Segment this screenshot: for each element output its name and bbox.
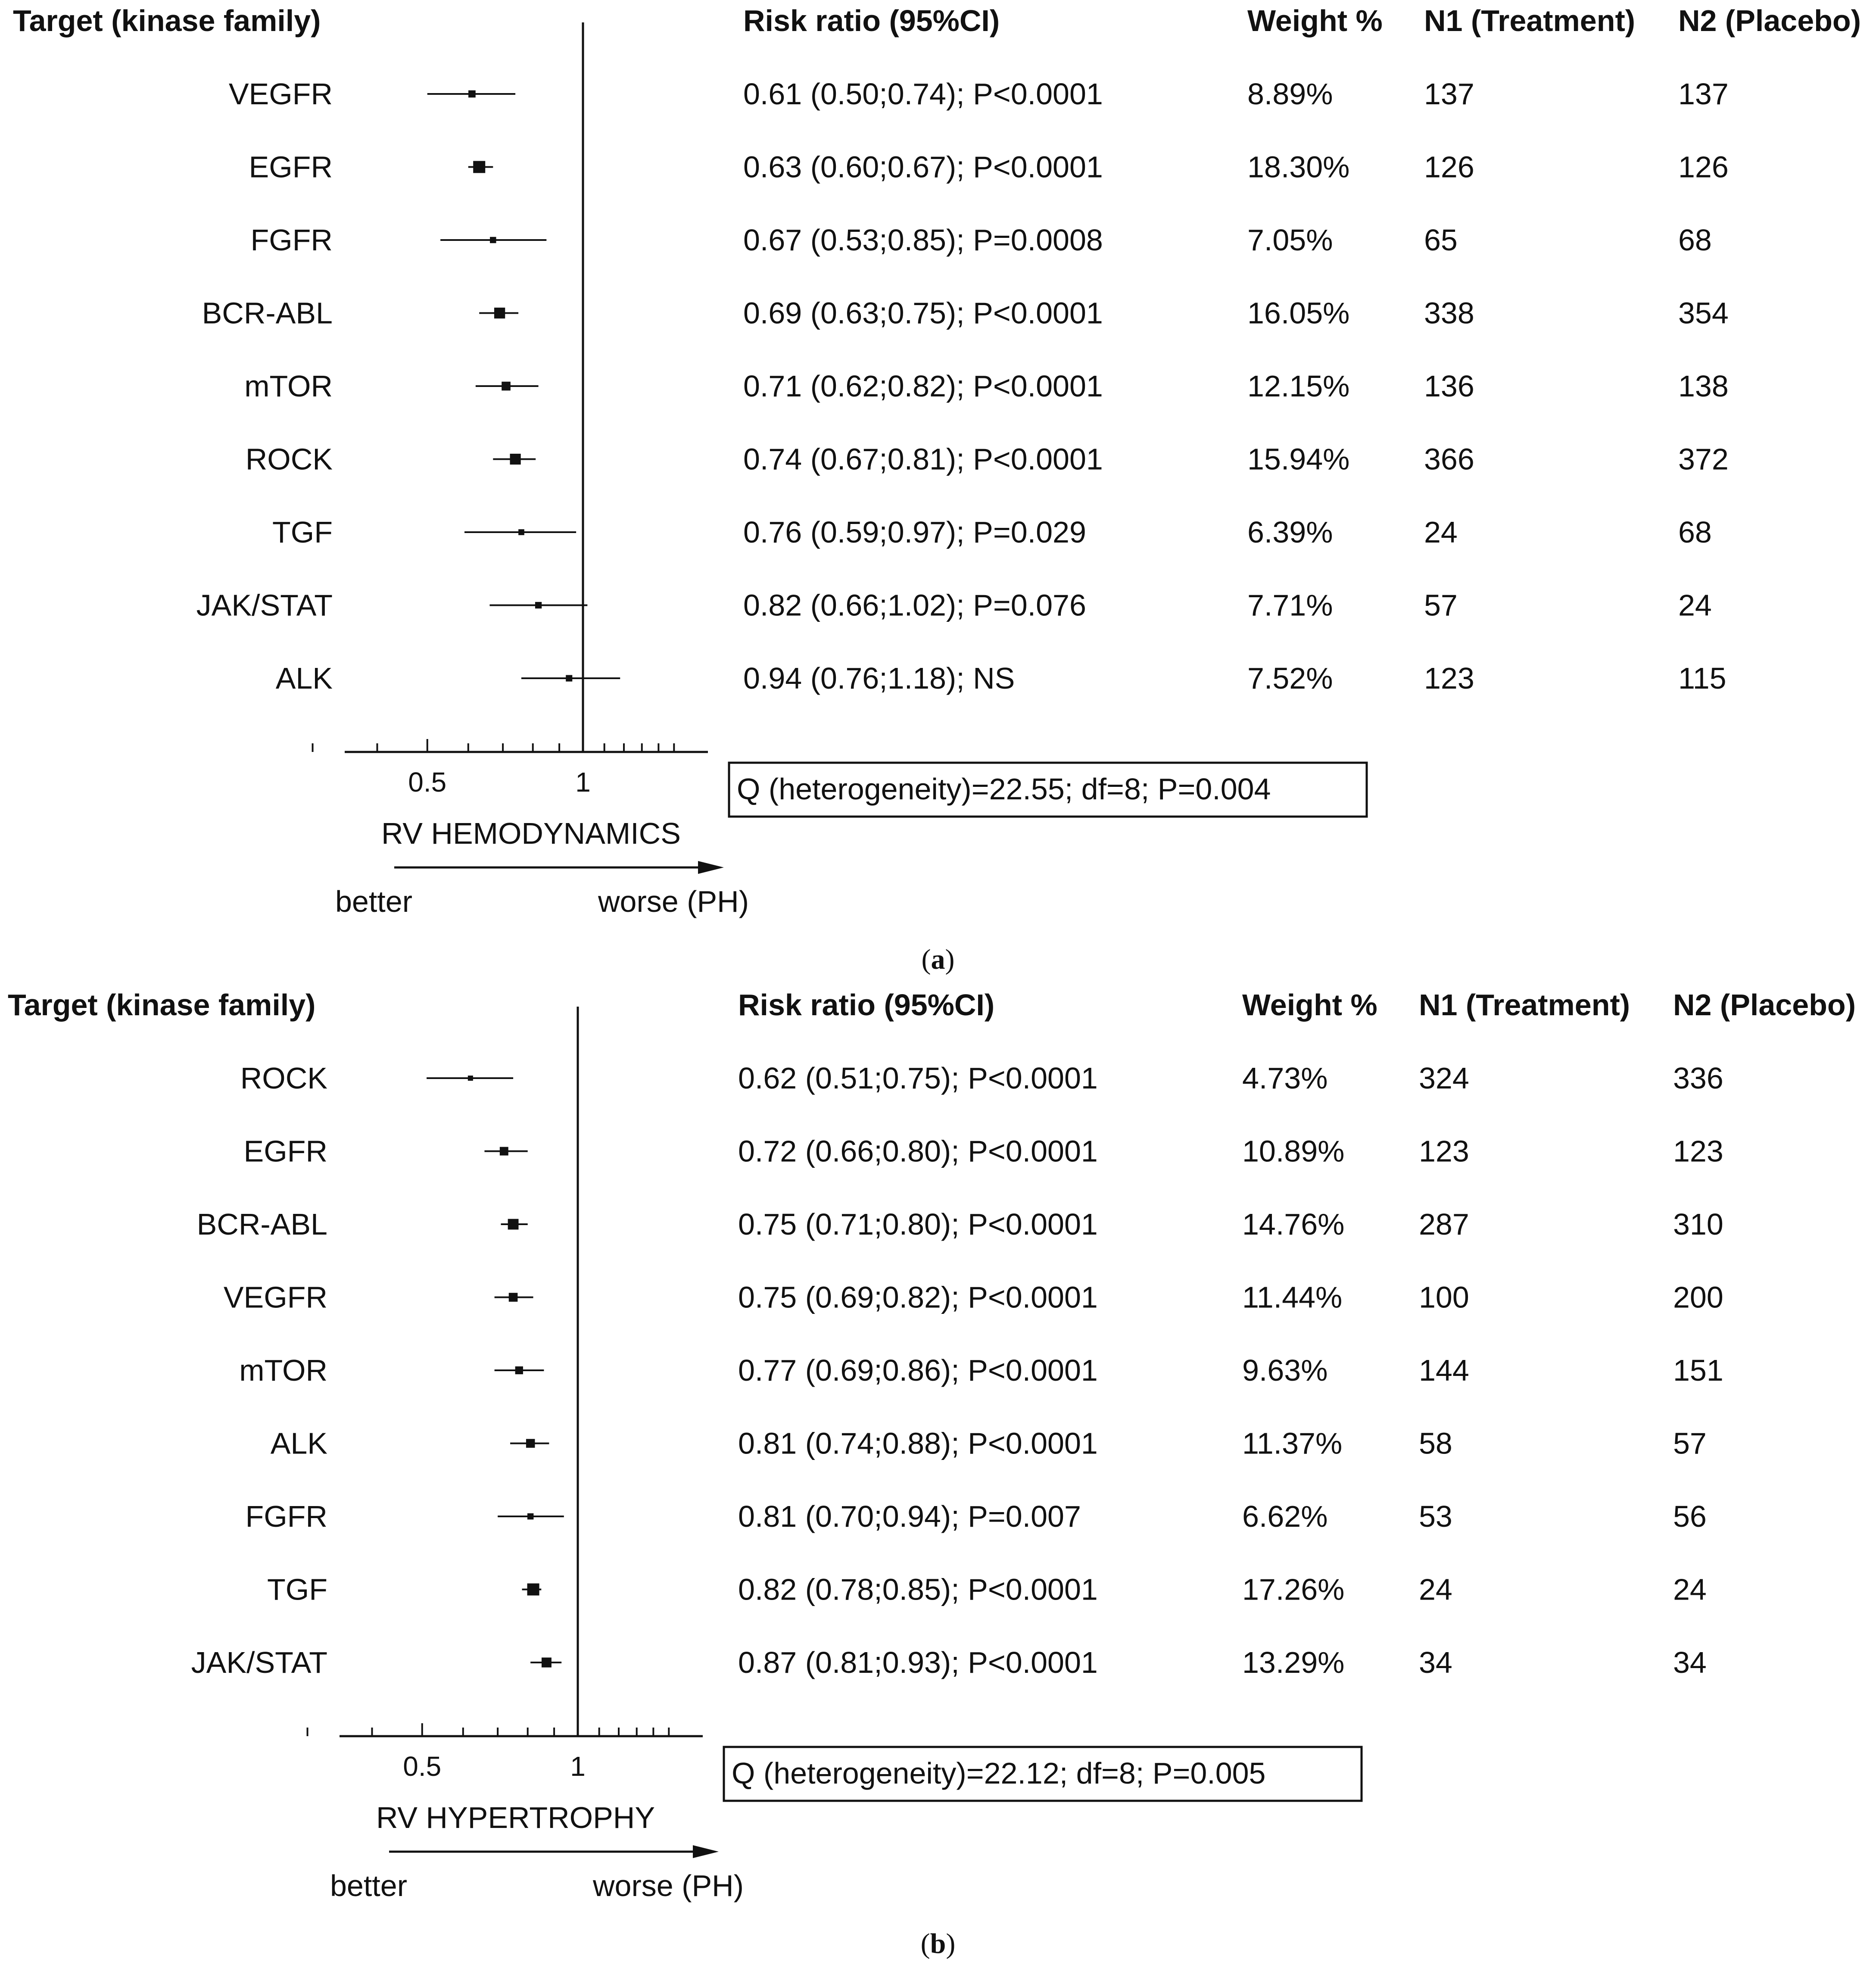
heterogeneity-text: Q (heterogeneity)=22.55; df=8; P=0.004 [737,772,1271,806]
direction-worse-label: worse (PH) [593,1869,744,1903]
panel-caption [921,1928,956,1959]
row-target-label: ROCK [245,442,333,476]
header-target: Target (kinase family) [8,988,316,1022]
direction-better-label: better [330,1869,407,1903]
row-weight: 6.39% [1247,515,1333,549]
heterogeneity-text: Q (heterogeneity)=22.12; df=8; P=0.005 [732,1756,1266,1790]
row-n2: 68 [1678,515,1712,549]
x-tick-label: 0.5 [403,1751,442,1782]
row-target-label: EGFR [243,1134,327,1168]
row-n1: 24 [1424,515,1458,549]
row-n2: 56 [1673,1500,1707,1533]
row-risk-ratio: 0.81 (0.70;0.94); P=0.007 [738,1500,1081,1533]
row-risk-ratio: 0.61 (0.50;0.74); P<0.0001 [743,77,1103,111]
row-n1: 65 [1424,223,1458,257]
row-n1: 57 [1424,588,1458,622]
row-n1: 24 [1419,1572,1452,1606]
panel-label: b [930,1928,946,1959]
row-risk-ratio: 0.63 (0.60;0.67); P<0.0001 [743,150,1103,184]
row-target-label: ALK [275,661,333,695]
row-n1: 123 [1424,661,1474,695]
point-estimate [468,1076,473,1081]
row-n2: 126 [1678,150,1729,184]
caption-paren: ) [945,944,955,975]
row-risk-ratio: 0.76 (0.59;0.97); P=0.029 [743,515,1086,549]
row-target-label: mTOR [244,369,333,403]
point-estimate [527,1513,533,1519]
row-n1: 123 [1419,1134,1469,1168]
row-n1: 366 [1424,442,1474,476]
point-estimate [473,161,485,173]
row-risk-ratio: 0.75 (0.69;0.82); P<0.0001 [738,1280,1098,1314]
row-weight: 7.71% [1247,588,1333,622]
row-weight: 14.76% [1242,1207,1345,1241]
row-weight: 11.37% [1242,1426,1343,1460]
x-tick-label: 1 [570,1751,586,1782]
row-risk-ratio: 0.72 (0.66;0.80); P<0.0001 [738,1134,1098,1168]
point-estimate [515,1366,523,1374]
header-risk-ratio: Risk ratio (95%CI) [738,988,995,1022]
row-n1: 53 [1419,1500,1452,1533]
x-axis-title: RV HEMODYNAMICS [381,817,681,850]
row-n1: 324 [1419,1061,1469,1095]
row-n1: 126 [1424,150,1474,184]
header-n1: N1 (Treatment) [1424,4,1636,37]
header-risk-ratio: Risk ratio (95%CI) [743,4,1000,37]
row-n2: 372 [1678,442,1729,476]
header-target: Target (kinase family) [13,4,321,37]
row-risk-ratio: 0.81 (0.74;0.88); P<0.0001 [738,1426,1098,1460]
point-estimate [502,382,511,391]
row-weight: 10.89% [1242,1134,1345,1168]
point-estimate [526,1439,535,1447]
row-target-label: ROCK [240,1061,327,1095]
header-n2: N2 (Placebo) [1673,988,1856,1022]
row-n1: 137 [1424,77,1474,111]
row-weight: 7.52% [1247,661,1333,695]
forest-panel-a [13,4,1861,975]
row-risk-ratio: 0.67 (0.53;0.85); P=0.0008 [743,223,1103,257]
row-target-label: BCR-ABL [196,1207,327,1241]
x-axis-title: RV HYPERTROPHY [376,1801,655,1834]
row-risk-ratio: 0.62 (0.51;0.75); P<0.0001 [738,1061,1098,1095]
row-weight: 13.29% [1242,1646,1345,1679]
direction-better-label: better [335,885,412,918]
header-weight: Weight % [1242,988,1377,1022]
direction-arrow-head [693,1845,719,1858]
row-weight: 16.05% [1247,296,1350,330]
row-risk-ratio: 0.74 (0.67;0.81); P<0.0001 [743,442,1103,476]
row-n1: 34 [1419,1646,1452,1679]
row-target-label: ALK [270,1426,327,1460]
row-risk-ratio: 0.77 (0.69;0.86); P<0.0001 [738,1354,1098,1387]
row-risk-ratio: 0.71 (0.62;0.82); P<0.0001 [743,369,1103,403]
panel-label: a [931,944,945,975]
row-risk-ratio: 0.94 (0.76;1.18); NS [743,661,1015,695]
row-n2: 354 [1678,296,1729,330]
row-n2: 24 [1673,1572,1707,1606]
row-weight: 8.89% [1247,77,1333,111]
row-target-label: VEGFR [228,77,333,111]
row-risk-ratio: 0.87 (0.81;0.93); P<0.0001 [738,1646,1098,1679]
row-risk-ratio: 0.69 (0.63;0.75); P<0.0001 [743,296,1103,330]
row-weight: 12.15% [1247,369,1350,403]
row-n2: 115 [1678,661,1726,695]
row-target-label: BCR-ABL [202,296,333,330]
header-n2: N2 (Placebo) [1678,4,1861,37]
row-risk-ratio: 0.82 (0.66;1.02); P=0.076 [743,588,1086,622]
x-tick-label: 1 [575,767,591,798]
row-n2: 200 [1673,1280,1723,1314]
row-n2: 24 [1678,588,1712,622]
row-risk-ratio: 0.75 (0.71;0.80); P<0.0001 [738,1207,1098,1241]
caption-paren: ) [946,1928,956,1959]
point-estimate [510,454,520,465]
row-n1: 287 [1419,1207,1469,1241]
point-estimate [494,308,505,318]
panel-caption [922,944,955,975]
row-n2: 151 [1673,1354,1723,1387]
row-target-label: TGF [272,515,333,549]
direction-worse-label: worse (PH) [598,885,749,918]
row-n1: 338 [1424,296,1474,330]
row-target-label: FGFR [245,1500,327,1533]
point-estimate [542,1658,552,1668]
row-target-label: VEGFR [223,1280,327,1314]
row-risk-ratio: 0.82 (0.78;0.85); P<0.0001 [738,1572,1098,1606]
point-estimate [509,1293,518,1302]
row-n1: 58 [1419,1426,1452,1460]
forest-panel-b [8,988,1856,1959]
row-weight: 4.73% [1242,1061,1328,1095]
row-weight: 18.30% [1247,150,1350,184]
row-n2: 137 [1678,77,1729,111]
row-target-label: TGF [267,1572,327,1606]
x-tick-label: 0.5 [408,767,447,798]
row-weight: 6.62% [1242,1500,1328,1533]
point-estimate [518,529,524,535]
point-estimate [468,90,476,98]
point-estimate [527,1584,539,1596]
row-weight: 7.05% [1247,223,1333,257]
row-n1: 100 [1419,1280,1469,1314]
row-n2: 123 [1673,1134,1723,1168]
row-weight: 17.26% [1242,1572,1345,1606]
row-target-label: mTOR [239,1354,327,1387]
row-target-label: JAK/STAT [191,1646,327,1679]
row-n2: 34 [1673,1646,1707,1679]
caption-paren: ( [920,1928,930,1959]
row-weight: 9.63% [1242,1354,1328,1387]
header-n1: N1 (Treatment) [1419,988,1630,1022]
row-n1: 136 [1424,369,1474,403]
row-n2: 310 [1673,1207,1723,1241]
header-weight: Weight % [1247,4,1383,37]
row-n2: 336 [1673,1061,1723,1095]
row-target-label: JAK/STAT [196,588,333,622]
row-n1: 144 [1419,1354,1469,1387]
row-n2: 138 [1678,369,1729,403]
point-estimate [508,1219,519,1230]
row-target-label: FGFR [250,223,333,257]
row-target-label: EGFR [249,150,333,184]
point-estimate [500,1147,508,1156]
caption-paren: ( [921,944,931,975]
row-n2: 68 [1678,223,1712,257]
point-estimate [566,675,572,681]
row-weight: 15.94% [1247,442,1350,476]
row-n2: 57 [1673,1426,1707,1460]
row-weight: 11.44% [1242,1280,1343,1314]
point-estimate [535,602,542,608]
point-estimate [490,237,496,243]
direction-arrow-head [698,861,724,874]
